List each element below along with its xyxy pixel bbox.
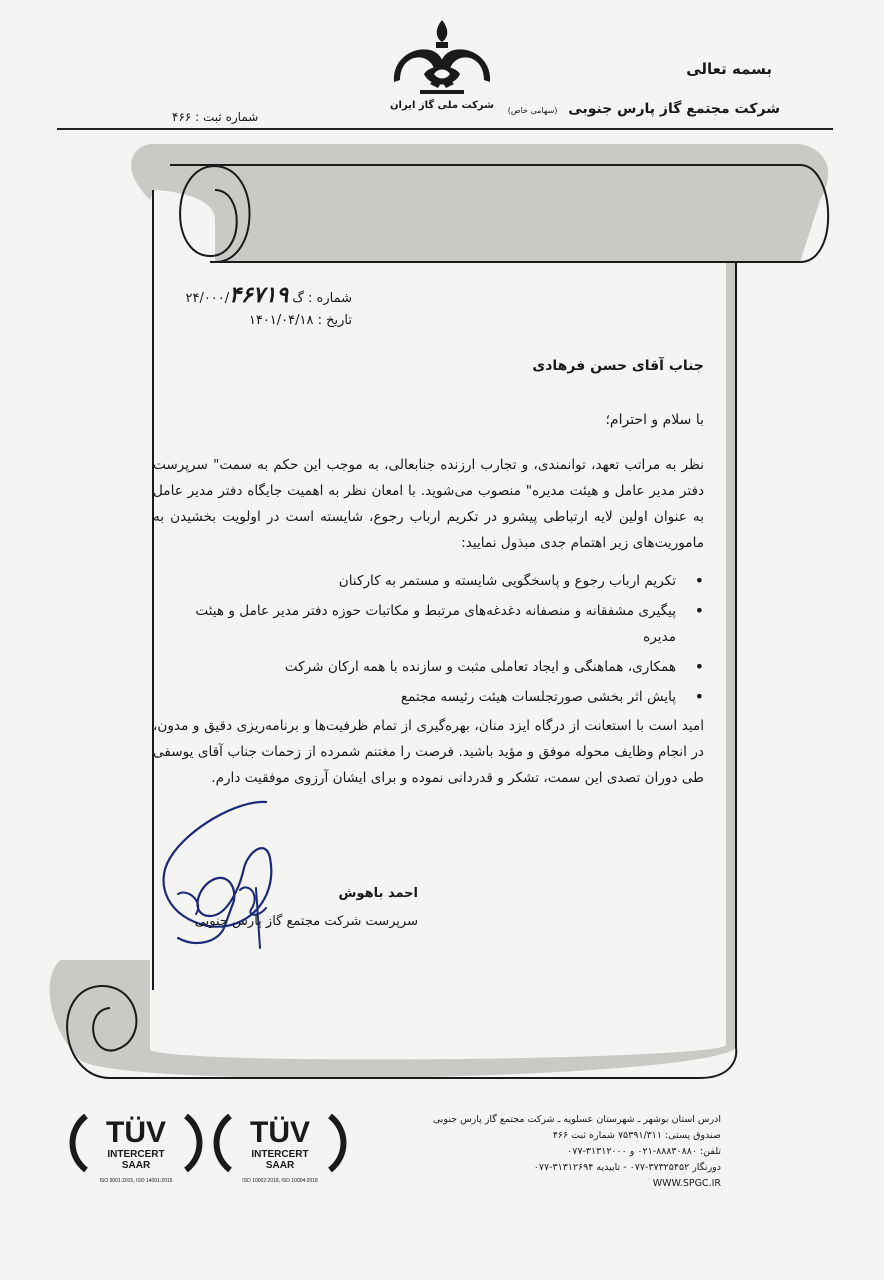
tuv-line-2: SAAR [265, 1160, 295, 1171]
tuv-intercert-logo-icon [66, 1106, 206, 1192]
signer-name: احمد باهوش [338, 886, 418, 901]
tuv-line-1: INTERCERT [251, 1149, 309, 1160]
address-line: ادرس استان بوشهر ـ شهرستان عسلویه ـ شرکت مجتمع گاز پارس جنوبی [432, 1114, 721, 1125]
tuv-line-2: SAAR [121, 1160, 151, 1171]
footer-address [433, 1112, 721, 1192]
tuv-iso: ISO 10002:2018, ISO 10004:2018 [242, 1178, 318, 1184]
tuv-intercert-logo-icon [210, 1106, 350, 1192]
list-item: • پایش اثر بخشی صورتجلسات هیئت رئیسه مجتمع [160, 684, 706, 710]
paragraph-1: نظر به مراتب تعهد، توانمندی، و تجارب ارزنده جنابعالی، به موجب این حکم به سمت" سرپرست دفتر مدیر عامل و هیئت مدیره" منصوب می‌شوید. با امعان نظر به اهمیت جایگاه دفتر مدیر عامل به عنوان اولین لایه ارتباطی پیشرو در تکریم ارباب رجوع، شایسته است در اولویت بخشیدن به ماموریت‌های زیر اهتمام جدی مبذول نمایید: [153, 457, 704, 551]
list-item: • همکاری، هماهنگی و ایجاد تعاملی مثبت و سازنده با همه ارکان شرکت [160, 654, 706, 680]
company-name-text: شرکت مجتمع گاز پارس جنوبی [568, 101, 780, 117]
addressee: جناب آقای حسن فرهادی [532, 358, 704, 374]
address-line: صندوق پستی: ۷۵۳۹۱/۳۱۱ شماره ثبت ۴۶۶ [552, 1130, 721, 1141]
tuv-brand: TÜV [106, 1116, 166, 1149]
tuv-line-1: INTERCERT [107, 1149, 165, 1160]
address-line: دورنگار ۳۷۳۲۵۴۵۲-۰۷۷ - تاییدیه ۳۱۳۱۲۶۹۴-۰۷۷ [533, 1162, 721, 1173]
duties-list [160, 568, 706, 714]
list-item: • تکریم ارباب رجوع و پاسخگویی شایسته و مستمر به کارکنان [160, 568, 706, 594]
address-line: تلفن: ۸۸۸۳۰۸۸۰-۰۲۱ و ۳۱۳۱۲۰۰۰-۰۷۷ [567, 1146, 721, 1157]
logo-caption: شرکت ملی گاز ایران [390, 100, 494, 111]
tuv-iso: ISO 9001:2015, ISO 14001:2015 [99, 1178, 173, 1184]
letter-date: تاریخ : ۱۴۰۱/۰۴/۱۸ [248, 313, 352, 328]
letter-number-handwritten: ۴۶۷۱۹ [229, 282, 289, 308]
company-type: (سهامی خاص) [507, 106, 558, 115]
tuv-brand: TÜV [250, 1116, 310, 1149]
website: WWW.SPGC.IR [652, 1178, 721, 1189]
registration-number: شماره ثبت : ۴۶۶ [172, 110, 259, 124]
list-item: • پیگیری مشفقانه و منصفانه دغدغه‌های مرتبط و مکاتبات حوزه دفتر مدیر عامل و هیئت مدیره [160, 598, 706, 650]
paragraph-2: امید است با استعانت از درگاه ایزد منان، بهره‌گیری از تمام ظرفیت‌ها و برنامه‌ریزی دقیق و مدون، در انجام وظایف محوله موفق و مؤید باشید. فرصت را مغتنم شمرده از زحمات جناب آقای یوسفی طی دوران تصدی این سمت، تشکر و قدردانی نموده و برای ایشان آرزوی موفقیت دارم. [153, 718, 704, 786]
letter-number-label: شماره : گ۲۴/۰۰۰/ [185, 291, 352, 306]
signature-icon [148, 798, 328, 958]
signer-title: سرپرست شرکت مجتمع گاز پارس جنوبی [194, 914, 418, 929]
greeting: با سلام و احترام؛ [605, 412, 704, 428]
basmala: بسمه تعالی [686, 60, 772, 78]
letter-number [185, 282, 352, 308]
